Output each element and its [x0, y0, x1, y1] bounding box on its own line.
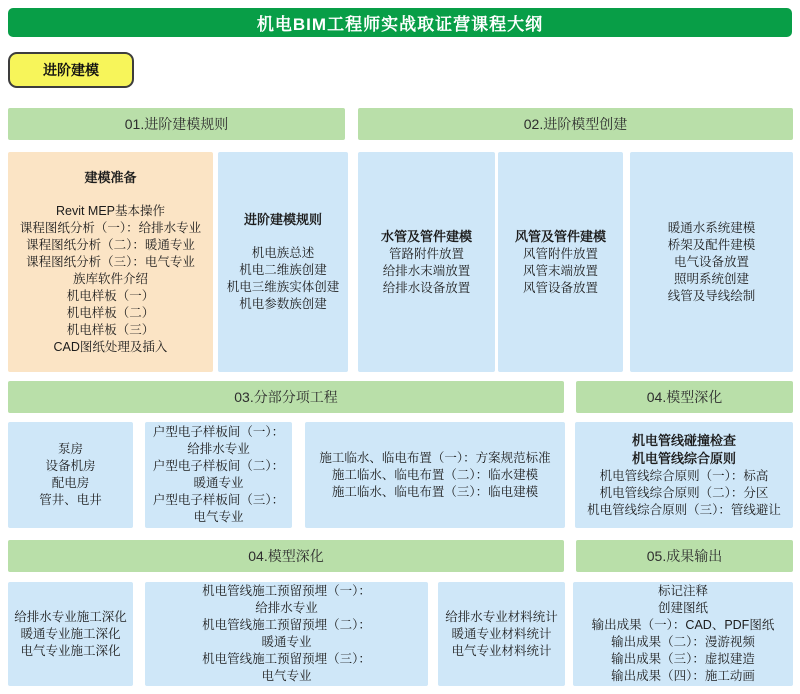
course-item: 标记注释: [657, 584, 708, 598]
course-item: 暖通专业: [193, 476, 244, 490]
course-item-list: [227, 245, 340, 313]
course-item: 机电样板（三）: [66, 322, 155, 337]
course-item-list: [20, 203, 201, 356]
course-item: 施工临水、临电布置（一）：方案规范标准: [319, 450, 551, 465]
course-item: 户型电子样板间（一）：: [152, 425, 285, 439]
course-item-list: [592, 583, 775, 685]
box-unit-sample-rooms: [145, 422, 292, 528]
section-header-04-model-deepening-left: 04.模型深化: [8, 540, 564, 572]
box-reserved-embedded-pipelines: [145, 582, 428, 686]
course-item: 电气专业: [261, 669, 312, 683]
course-item: 机电管线施工预留预埋（三）：: [202, 652, 371, 666]
course-item: 机电管线施工预留预埋（一）：: [202, 584, 371, 598]
box-title: 风管及管件建模: [514, 228, 606, 244]
box-equipment-rooms: [8, 422, 133, 528]
section-header-04-model-deepening-right: 04.模型深化: [576, 381, 793, 413]
course-item: 给排水专业材料统计: [445, 609, 558, 624]
course-item: 机电参数族创建: [239, 297, 327, 311]
course-item: 暖通专业: [261, 635, 312, 649]
box-title: 进阶建模规则: [243, 212, 322, 227]
box-hvac-electrical-modeling: [630, 152, 793, 372]
course-item: 暖通水系统建模: [667, 220, 756, 235]
box-title: 机电管线综合原则: [631, 450, 736, 466]
course-item-list: [39, 441, 102, 509]
course-item: 输出成果（三）：虚拟建造: [611, 652, 755, 666]
course-item: 电气专业: [193, 510, 244, 524]
course-item: 机电管线综合原则（三）：管线避让: [587, 502, 781, 517]
box-title: 建模准备: [84, 169, 137, 185]
box-modeling-preparation: [8, 152, 213, 372]
course-item: 给排水末端放置: [382, 263, 471, 278]
course-item: 风管附件放置: [522, 246, 598, 261]
section-header-02-advanced-model-creation: 02.进阶模型创建: [358, 108, 793, 140]
course-item: 给排水专业: [187, 442, 250, 456]
course-item: 输出成果（一）：CAD、PDF图纸: [591, 618, 775, 632]
course-item: 施工临水、临电布置（三）：临电建模: [331, 484, 539, 499]
course-item: 给排水设备放置: [382, 280, 471, 295]
course-item: 电气专业材料统计: [451, 643, 552, 658]
course-item: 机电样板（一）: [66, 288, 155, 303]
course-item: Revit MEP基本操作: [55, 203, 166, 218]
course-item: 课程图纸分析（一）：给排水专业: [19, 220, 202, 235]
course-item: 管路附件放置: [388, 246, 464, 261]
course-item: 户型电子样板间（二）：: [152, 459, 285, 473]
course-item-list: [668, 220, 756, 305]
course-item: 机电族总述: [251, 246, 315, 260]
course-item: 泵房: [57, 442, 83, 456]
course-item: 机电样板（二）: [66, 305, 155, 320]
section-header-01-advanced-modeling-rules: 01.进阶建模规则: [8, 108, 345, 140]
course-item: 桥架及配件建模: [667, 237, 756, 252]
box-results-output: [573, 582, 793, 686]
course-item-list: [383, 246, 471, 297]
course-item: 机电管线施工预留预埋（二）：: [202, 618, 371, 632]
course-item-list: [587, 468, 781, 519]
course-item: 族库软件介绍: [72, 271, 148, 286]
course-item-list: [523, 246, 598, 297]
course-item: 暖通专业材料统计: [451, 626, 552, 641]
box-title: 机电管线碰撞检查: [631, 432, 736, 448]
box-advanced-modeling-rules: [218, 152, 348, 372]
course-item: 电气设备放置: [673, 254, 749, 269]
box-material-statistics: [438, 582, 565, 686]
page-title: 机电BIM工程师实战取证营课程大纲: [8, 8, 792, 37]
course-item: 设备机房: [45, 459, 96, 473]
course-item-list: [202, 583, 371, 685]
course-item-list: [319, 450, 550, 501]
course-item: 电气专业施工深化: [20, 643, 121, 658]
course-item: 课程图纸分析（三）：电气专业: [26, 254, 195, 269]
box-air-duct-modeling: [498, 152, 623, 372]
course-item: 线管及导线绘制: [667, 288, 756, 303]
course-item: 创建图纸: [657, 601, 708, 615]
section-header-05-results-output: 05.成果输出: [576, 540, 793, 572]
course-item: 施工临水、临电布置（二）：临水建模: [331, 467, 539, 482]
course-item: 机电三维族实体创建: [226, 280, 340, 294]
box-temporary-water-power-layout: [305, 422, 565, 528]
course-item-list: [153, 424, 284, 526]
course-item: 照明系统创建: [673, 271, 749, 286]
course-item-list: [14, 609, 127, 660]
course-item: 输出成果（二）：漫游视频: [611, 635, 755, 649]
box-construction-deepening: [8, 582, 133, 686]
course-item: 机电管线综合原则（一）：标高: [599, 468, 769, 483]
section-header-03-sub-projects: 03.分部分项工程: [8, 381, 564, 413]
course-item: CAD图纸处理及插入: [53, 339, 168, 354]
course-item: 暖通专业施工深化: [20, 626, 121, 641]
course-item: 配电房: [51, 476, 90, 490]
course-item: 风管设备放置: [522, 280, 598, 295]
course-item-list: [445, 609, 558, 660]
course-item: 机电二维族创建: [239, 263, 327, 277]
course-item: 户型电子样板间（三）：: [152, 493, 285, 507]
course-item: 课程图纸分析（二）：暖通专业: [26, 237, 195, 252]
box-mep-clash-check: [575, 422, 793, 528]
advanced-modeling-tab[interactable]: 进阶建模: [8, 52, 134, 88]
course-item: 风管末端放置: [522, 263, 598, 278]
course-item: 给排水专业施工深化: [14, 609, 127, 624]
course-item: 输出成果（四）：施工动画: [611, 669, 755, 683]
course-item: 管井、电井: [39, 493, 102, 507]
course-item: 给排水专业: [255, 601, 318, 615]
box-title: 水管及管件建模: [380, 228, 472, 244]
course-item: 机电管线综合原则（二）：分区: [599, 485, 769, 500]
box-water-pipe-modeling: [358, 152, 495, 372]
